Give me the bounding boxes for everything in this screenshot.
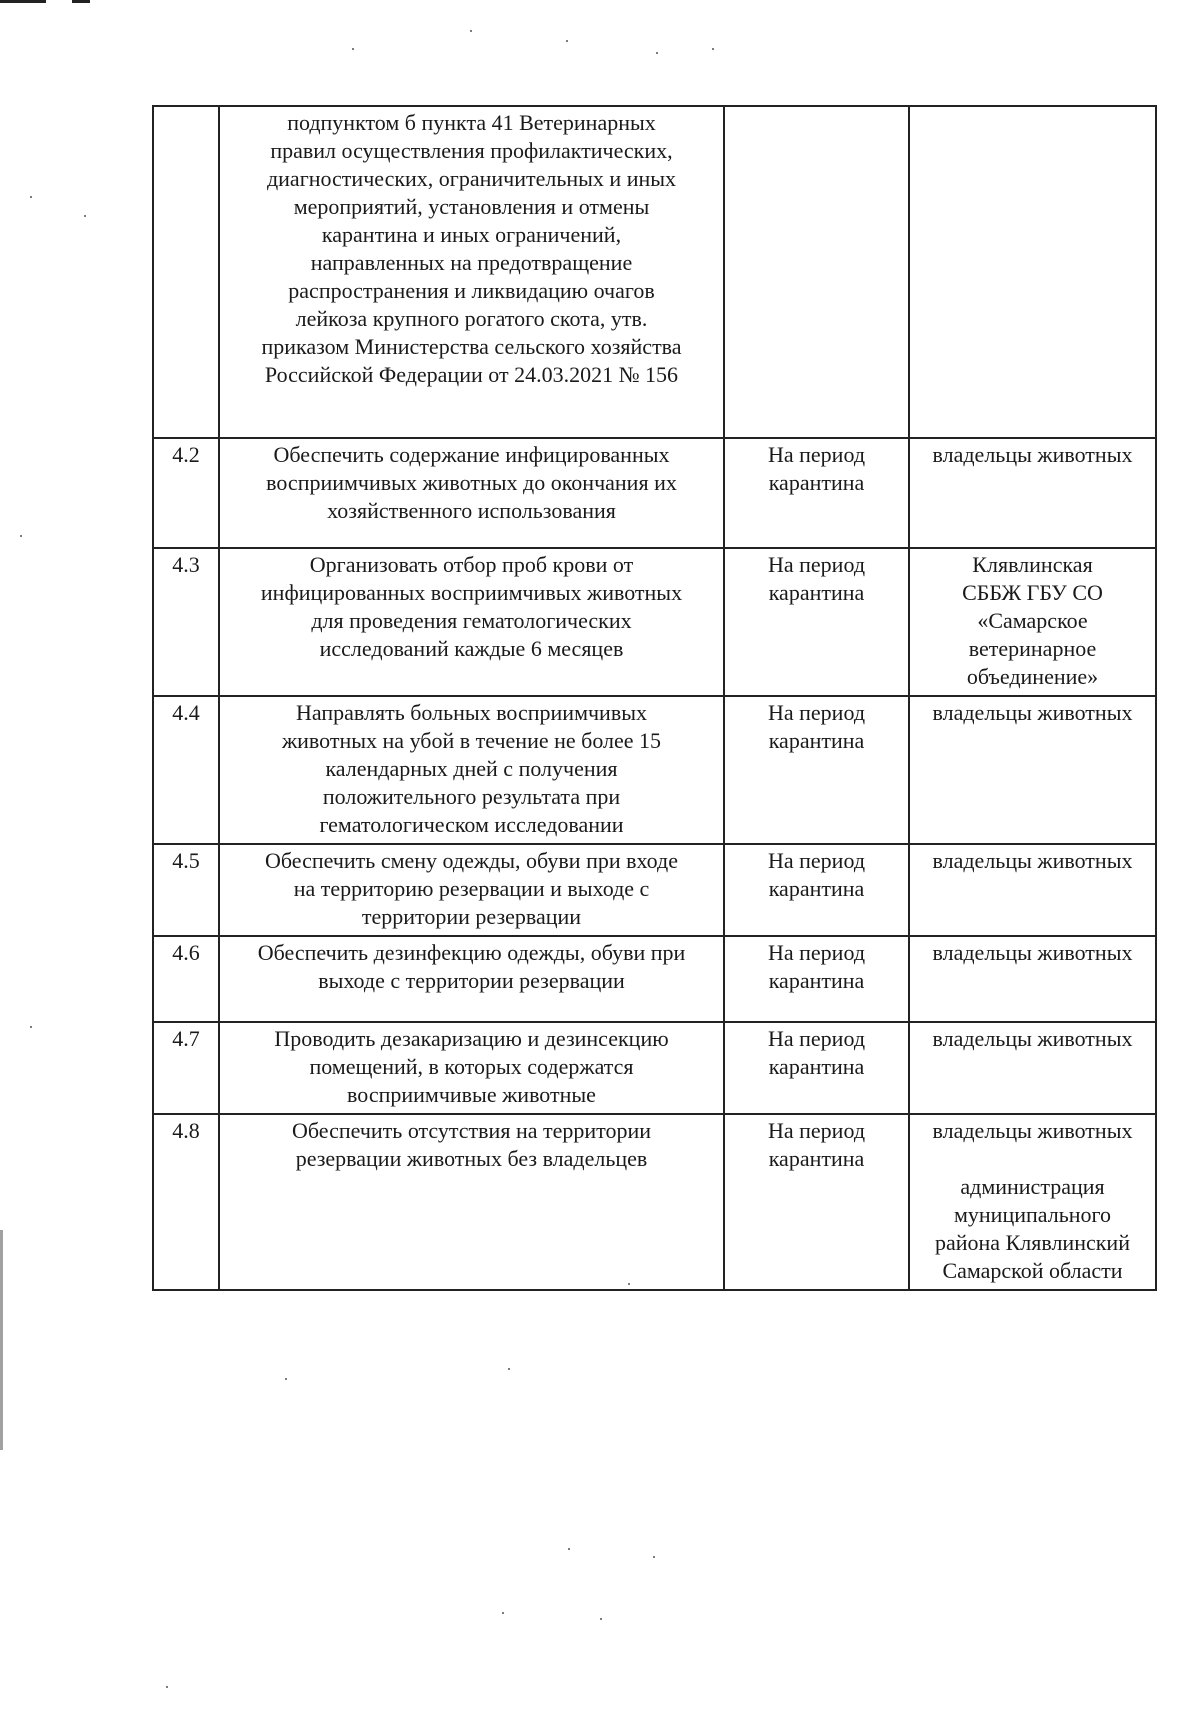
scan-speck [470,30,472,32]
measure-cell [219,106,724,438]
measure-cell [219,936,724,1022]
row-number: 4.5 [153,844,219,936]
measures-table [152,105,1157,1291]
scan-speck [30,196,32,198]
term-text: На период карантина [767,442,866,495]
scan-edge-mark [0,0,46,3]
table-row [153,106,1156,438]
row-number: 4.6 [153,936,219,1022]
measure-cell [219,438,724,548]
responsible-cell [909,1022,1156,1114]
term-cell [724,548,909,696]
measure-text: Организовать отбор проб крови от инфицированных восприимчивых животных для проведения гематологических исследований каждые 6 месяцев [260,552,683,661]
term-text: На период карантина [767,940,866,993]
table-row [153,844,1156,936]
measure-cell [219,696,724,844]
term-text: На период карантина [767,552,866,605]
measure-text: Обеспечить отсутствия на территории резервации животных без владельцев [291,1118,651,1171]
table-row [153,548,1156,696]
term-cell [724,1114,909,1290]
responsible-cell [909,548,1156,696]
scan-speck [568,1548,570,1550]
table-row [153,438,1156,548]
scan-speck [566,40,568,42]
measure-text: подпунктом б пункта 41 Ветеринарных правил осуществления профилактических, диагностических, ограничительных и иных мероприятий, установления и отмены карантина и иных ограничений, направленных на предотвращение распространения и ликвидацию очагов лейкоза крупного рогатого скота, утв. приказом Министерства сельского хозяйства Российской Федерации от 24.03.2021 № 156 [261,110,682,387]
scan-speck [502,1612,504,1614]
responsible-text: Клявлинская СББЖ ГБУ СО «Самарское ветеринарное объединение» [962,552,1103,689]
term-cell [724,106,909,438]
row-number: 4.3 [153,548,219,696]
responsible-text: владельцы животных [932,442,1133,467]
term-text: На период карантина [767,700,866,753]
term-text: На период карантина [767,848,866,901]
term-text: На период карантина [767,1118,866,1171]
table-row [153,1114,1156,1290]
measure-text: Направлять больных восприимчивых животных на убой в течение не более 15 календарных дней с получения положительного результата при гематологическом исследовании [281,700,662,837]
measure-cell [219,1114,724,1290]
term-cell [724,696,909,844]
responsible-text: владельцы животных [932,1026,1133,1051]
term-text: На период карантина [767,1026,866,1079]
scan-speck [84,215,86,217]
term-cell [724,438,909,548]
term-cell [724,936,909,1022]
scan-speck [656,52,658,54]
scan-speck [653,1556,655,1558]
row-number: 4.7 [153,1022,219,1114]
scan-edge-shadow [0,1230,3,1450]
table-row [153,696,1156,844]
table-row [153,936,1156,1022]
scan-speck [712,48,714,50]
table-row [153,1022,1156,1114]
measure-cell [219,1022,724,1114]
measure-text: Обеспечить содержание инфицированных восприимчивых животных до окончания их хозяйственного использования [266,442,677,523]
scan-speck [30,1026,32,1028]
term-cell [724,1022,909,1114]
term-cell [724,844,909,936]
measure-text: Проводить дезакаризацию и дезинсекцию помещений, в которых содержатся восприимчивые животные [274,1026,669,1107]
scan-speck [166,1686,168,1688]
row-number: 4.8 [153,1114,219,1290]
responsible-text: владельцы животных [932,700,1133,725]
responsible-cell [909,696,1156,844]
responsible-cell [909,106,1156,438]
measure-cell [219,844,724,936]
row-number: 4.4 [153,696,219,844]
scan-speck [20,535,22,537]
scan-speck [285,1378,287,1380]
scan-speck [352,48,354,50]
responsible-text: владельцы животных [932,940,1133,965]
measure-text: Обеспечить смену одежды, обуви при входе на территорию резервации и выходе с территории резервации [264,848,678,929]
row-number: 4.2 [153,438,219,548]
scan-edge-mark [72,0,90,3]
row-number [153,106,219,438]
responsible-text-secondary: администрация муниципального района Клявлинский Самарской области [935,1174,1130,1283]
scan-speck [508,1368,510,1370]
scan-speck [600,1618,602,1620]
responsible-cell [909,1114,1156,1290]
responsible-cell [909,438,1156,548]
responsible-cell [909,844,1156,936]
responsible-cell [909,936,1156,1022]
responsible-text: владельцы животных [932,848,1133,873]
responsible-text: владельцы животных [932,1118,1133,1143]
measure-text: Обеспечить дезинфекцию одежды, обуви при выходе с территории резервации [257,940,686,993]
measure-cell [219,548,724,696]
